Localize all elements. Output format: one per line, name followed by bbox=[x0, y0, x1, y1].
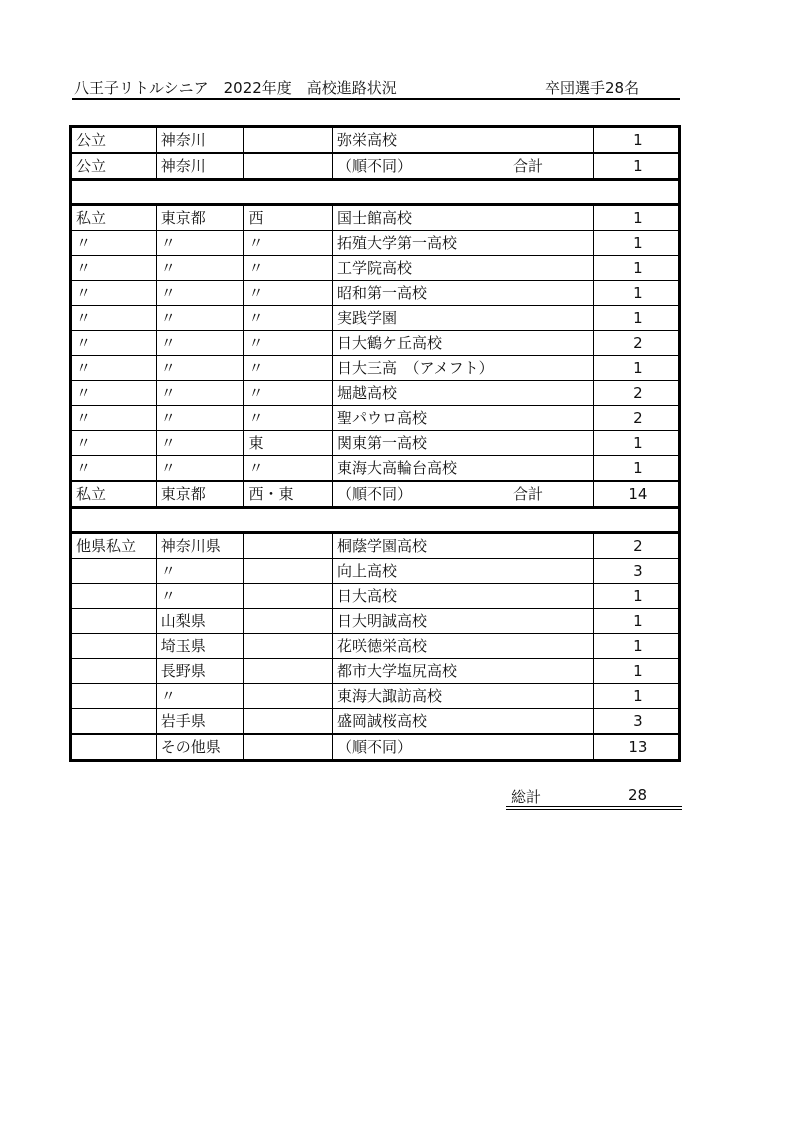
members-count: 卒団選手28名 bbox=[545, 79, 640, 97]
count-cell: 2 bbox=[593, 331, 679, 356]
summary-row bbox=[71, 481, 680, 508]
table-row bbox=[71, 281, 680, 306]
prefecture-cell: 〃 bbox=[156, 381, 244, 406]
type-cell bbox=[71, 709, 157, 735]
school-cell: 国士館高校 bbox=[332, 205, 593, 231]
school-cell: 向上高校 bbox=[332, 559, 593, 584]
summary-area-cell bbox=[244, 153, 333, 180]
summary-row bbox=[71, 153, 680, 180]
table-row bbox=[71, 406, 680, 431]
prefecture-cell: 〃 bbox=[156, 584, 244, 609]
count-cell: 1 bbox=[593, 356, 679, 381]
school-cell: 実践学園 bbox=[332, 306, 593, 331]
school-cell: 都市大学塩尻高校 bbox=[332, 659, 593, 684]
count-cell: 2 bbox=[593, 381, 679, 406]
prefecture-cell: 〃 bbox=[156, 256, 244, 281]
area-cell bbox=[244, 684, 333, 709]
prefecture-cell: 〃 bbox=[156, 356, 244, 381]
summary-type-cell: 公立 bbox=[71, 153, 157, 180]
summary-note-cell bbox=[332, 153, 593, 180]
area-cell: 西 bbox=[244, 205, 333, 231]
summary-count-cell: 1 bbox=[593, 153, 679, 180]
prefecture-cell: 東京都 bbox=[156, 205, 244, 231]
school-cell: 日大高校 bbox=[332, 584, 593, 609]
summary-note-cell bbox=[332, 734, 593, 761]
count-cell: 1 bbox=[593, 431, 679, 456]
type-cell bbox=[71, 684, 157, 709]
order-note: （順不同） bbox=[336, 485, 412, 503]
table-row bbox=[71, 256, 680, 281]
order-note: （順不同） bbox=[336, 157, 412, 175]
school-cell: 聖パウロ高校 bbox=[332, 406, 593, 431]
page-header bbox=[72, 76, 680, 100]
table-row bbox=[71, 306, 680, 331]
table-row bbox=[71, 609, 680, 634]
school-cell: 工学院高校 bbox=[332, 256, 593, 281]
type-cell bbox=[71, 584, 157, 609]
school-cell: 東海大高輪台高校 bbox=[332, 456, 593, 482]
prefecture-cell: 神奈川 bbox=[156, 127, 244, 154]
type-cell: 〃 bbox=[71, 256, 157, 281]
summary-count-cell: 13 bbox=[593, 734, 679, 761]
area-cell: 〃 bbox=[244, 231, 333, 256]
count-cell: 2 bbox=[593, 533, 679, 559]
table-row bbox=[71, 456, 680, 482]
prefecture-cell: 〃 bbox=[156, 406, 244, 431]
spacer-cell bbox=[71, 180, 680, 205]
count-cell: 1 bbox=[593, 306, 679, 331]
count-cell: 1 bbox=[593, 684, 679, 709]
table-row bbox=[71, 205, 680, 231]
school-cell: 東海大諏訪高校 bbox=[332, 684, 593, 709]
area-cell bbox=[244, 659, 333, 684]
area-cell: 〃 bbox=[244, 381, 333, 406]
count-cell: 1 bbox=[593, 256, 679, 281]
grand-total bbox=[506, 786, 682, 810]
table-row bbox=[71, 231, 680, 256]
prefecture-cell: 神奈川県 bbox=[156, 533, 244, 559]
table-row bbox=[71, 356, 680, 381]
area-cell: 〃 bbox=[244, 406, 333, 431]
table-row bbox=[71, 684, 680, 709]
prefecture-cell: 〃 bbox=[156, 431, 244, 456]
prefecture-cell: 〃 bbox=[156, 684, 244, 709]
school-cell: 花咲徳栄高校 bbox=[332, 634, 593, 659]
area-cell: 〃 bbox=[244, 281, 333, 306]
count-cell: 1 bbox=[593, 127, 679, 154]
summary-prefecture-cell: その他県 bbox=[156, 734, 244, 761]
type-cell: 〃 bbox=[71, 381, 157, 406]
summary-area-cell bbox=[244, 734, 333, 761]
type-cell: 〃 bbox=[71, 406, 157, 431]
table-row bbox=[71, 381, 680, 406]
grand-total-label: 総計 bbox=[511, 788, 542, 806]
type-cell bbox=[71, 609, 157, 634]
type-cell: 〃 bbox=[71, 281, 157, 306]
area-cell: 〃 bbox=[244, 331, 333, 356]
type-cell bbox=[71, 559, 157, 584]
table-row bbox=[71, 659, 680, 684]
summary-prefecture-cell: 神奈川 bbox=[156, 153, 244, 180]
area-cell bbox=[244, 127, 333, 154]
type-cell bbox=[71, 659, 157, 684]
count-cell: 1 bbox=[593, 584, 679, 609]
count-cell: 1 bbox=[593, 659, 679, 684]
count-cell: 2 bbox=[593, 406, 679, 431]
count-cell: 3 bbox=[593, 709, 679, 735]
prefecture-cell: 〃 bbox=[156, 281, 244, 306]
type-cell: 〃 bbox=[71, 456, 157, 482]
count-cell: 1 bbox=[593, 609, 679, 634]
school-cell: 関東第一高校 bbox=[332, 431, 593, 456]
summary-prefecture-cell: 東京都 bbox=[156, 481, 244, 508]
table-row bbox=[71, 634, 680, 659]
school-cell: 昭和第一高校 bbox=[332, 281, 593, 306]
order-note: （順不同） bbox=[336, 738, 412, 756]
table-row bbox=[71, 127, 680, 154]
area-cell bbox=[244, 609, 333, 634]
area-cell bbox=[244, 533, 333, 559]
subtotal-label: 合計 bbox=[512, 157, 543, 175]
school-cell: 拓殖大学第一高校 bbox=[332, 231, 593, 256]
prefecture-cell: 〃 bbox=[156, 331, 244, 356]
table-row bbox=[71, 431, 680, 456]
area-cell: 〃 bbox=[244, 456, 333, 482]
page-title: 八王子リトルシニア 2022年度 高校進路状況 bbox=[74, 79, 397, 97]
area-cell: 〃 bbox=[244, 256, 333, 281]
school-cell: 日大三高 （アメフト） bbox=[332, 356, 593, 381]
type-cell bbox=[71, 634, 157, 659]
grand-total-value: 28 bbox=[628, 786, 648, 804]
type-cell: 〃 bbox=[71, 231, 157, 256]
spacer-cell bbox=[71, 508, 680, 533]
school-cell: 日大鶴ケ丘高校 bbox=[332, 331, 593, 356]
type-cell: 公立 bbox=[71, 127, 157, 154]
prefecture-cell: 〃 bbox=[156, 559, 244, 584]
area-cell bbox=[244, 559, 333, 584]
area-cell bbox=[244, 634, 333, 659]
count-cell: 1 bbox=[593, 281, 679, 306]
school-cell: 盛岡誠桜高校 bbox=[332, 709, 593, 735]
spacer-row bbox=[71, 508, 680, 533]
spacer-row bbox=[71, 180, 680, 205]
summary-count-cell: 14 bbox=[593, 481, 679, 508]
school-cell: 堀越高校 bbox=[332, 381, 593, 406]
career-table bbox=[69, 125, 681, 762]
count-cell: 3 bbox=[593, 559, 679, 584]
prefecture-cell: 山梨県 bbox=[156, 609, 244, 634]
prefecture-cell: 〃 bbox=[156, 231, 244, 256]
summary-row bbox=[71, 734, 680, 761]
subtotal-label: 合計 bbox=[512, 485, 543, 503]
summary-note-cell bbox=[332, 481, 593, 508]
count-cell: 1 bbox=[593, 634, 679, 659]
count-cell: 1 bbox=[593, 205, 679, 231]
table-row bbox=[71, 709, 680, 735]
school-cell: 弥栄高校 bbox=[332, 127, 593, 154]
school-cell: 日大明誠高校 bbox=[332, 609, 593, 634]
area-cell bbox=[244, 584, 333, 609]
area-cell: 東 bbox=[244, 431, 333, 456]
table-row bbox=[71, 559, 680, 584]
prefecture-cell: 埼玉県 bbox=[156, 634, 244, 659]
table-row bbox=[71, 533, 680, 559]
count-cell: 1 bbox=[593, 456, 679, 482]
type-cell: 〃 bbox=[71, 331, 157, 356]
area-cell: 〃 bbox=[244, 356, 333, 381]
summary-type-cell: 私立 bbox=[71, 481, 157, 508]
table-row bbox=[71, 331, 680, 356]
type-cell: 〃 bbox=[71, 431, 157, 456]
area-cell bbox=[244, 709, 333, 735]
type-cell: 私立 bbox=[71, 205, 157, 231]
summary-area-cell: 西・東 bbox=[244, 481, 333, 508]
area-cell: 〃 bbox=[244, 306, 333, 331]
school-cell: 桐蔭学園高校 bbox=[332, 533, 593, 559]
type-cell: 〃 bbox=[71, 306, 157, 331]
prefecture-cell: 〃 bbox=[156, 306, 244, 331]
prefecture-cell: 〃 bbox=[156, 456, 244, 482]
summary-type-cell bbox=[71, 734, 157, 761]
table-row bbox=[71, 584, 680, 609]
prefecture-cell: 岩手県 bbox=[156, 709, 244, 735]
count-cell: 1 bbox=[593, 231, 679, 256]
type-cell: 他県私立 bbox=[71, 533, 157, 559]
type-cell: 〃 bbox=[71, 356, 157, 381]
prefecture-cell: 長野県 bbox=[156, 659, 244, 684]
